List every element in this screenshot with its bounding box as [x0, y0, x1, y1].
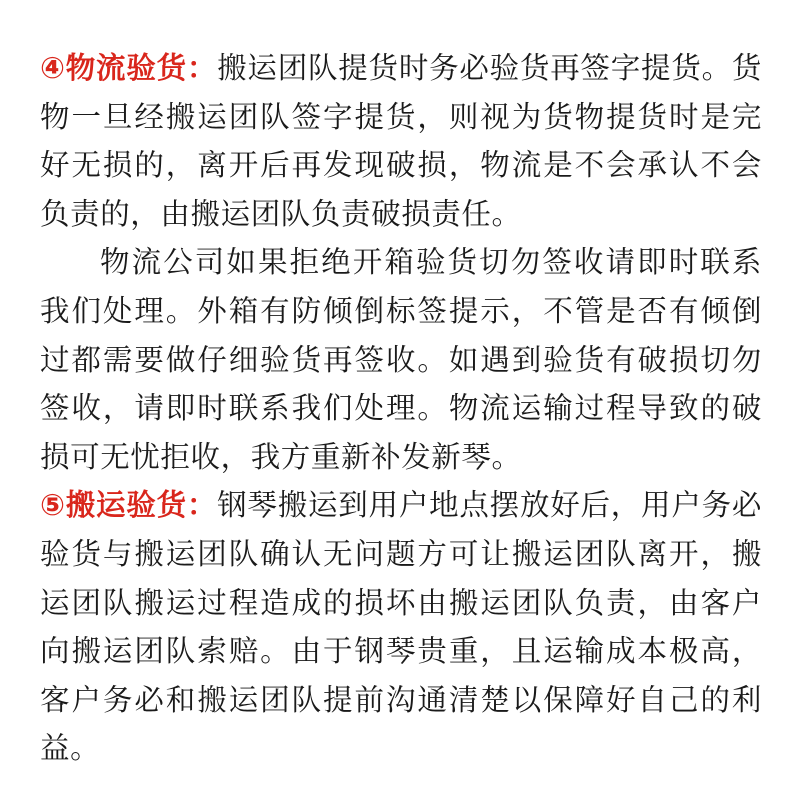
section-moving-inspection: [40, 481, 762, 773]
section-heading-logistics-inspection: ④物流验货：: [40, 51, 218, 85]
section-text-logistics-inspection: 搬运团队提货时务必验货再签字提货。货物一旦经搬运团队签字提货，则视为货物提货时是完好无损的，离开后再发现破损，物流是不会承认不会负责的，由搬运团队负责破损责任。: [40, 51, 762, 231]
section-logistics-inspection: [40, 44, 762, 238]
section-text-moving-inspection: 钢琴搬运到用户地点摆放好后，用户务必验货与搬运团队确认无问题方可让搬运团队离开，搬运团队搬运过程造成的损坏由搬运团队负责，由客户向搬运团队索赔。由于钢琴贵重，且运输成本极高，客户务必和搬运团队提前沟通清楚以保障好自己的利益。: [40, 488, 762, 766]
logistics-note-paragraph: [40, 238, 762, 481]
section-heading-moving-inspection: ⑤搬运验货：: [40, 488, 218, 523]
logistics-note-text: 物流公司如果拒绝开箱验货切勿签收请即时联系我们处理。外箱有防倾倒标签提示，不管是否有倾倒过都需要做仔细验货再签收。如遇到验货有破损切勿签收，请即时联系我们处理。物流运输过程导致的破损可无忧拒收，我方重新补发新琴。: [40, 245, 762, 474]
document-body: [40, 44, 762, 773]
